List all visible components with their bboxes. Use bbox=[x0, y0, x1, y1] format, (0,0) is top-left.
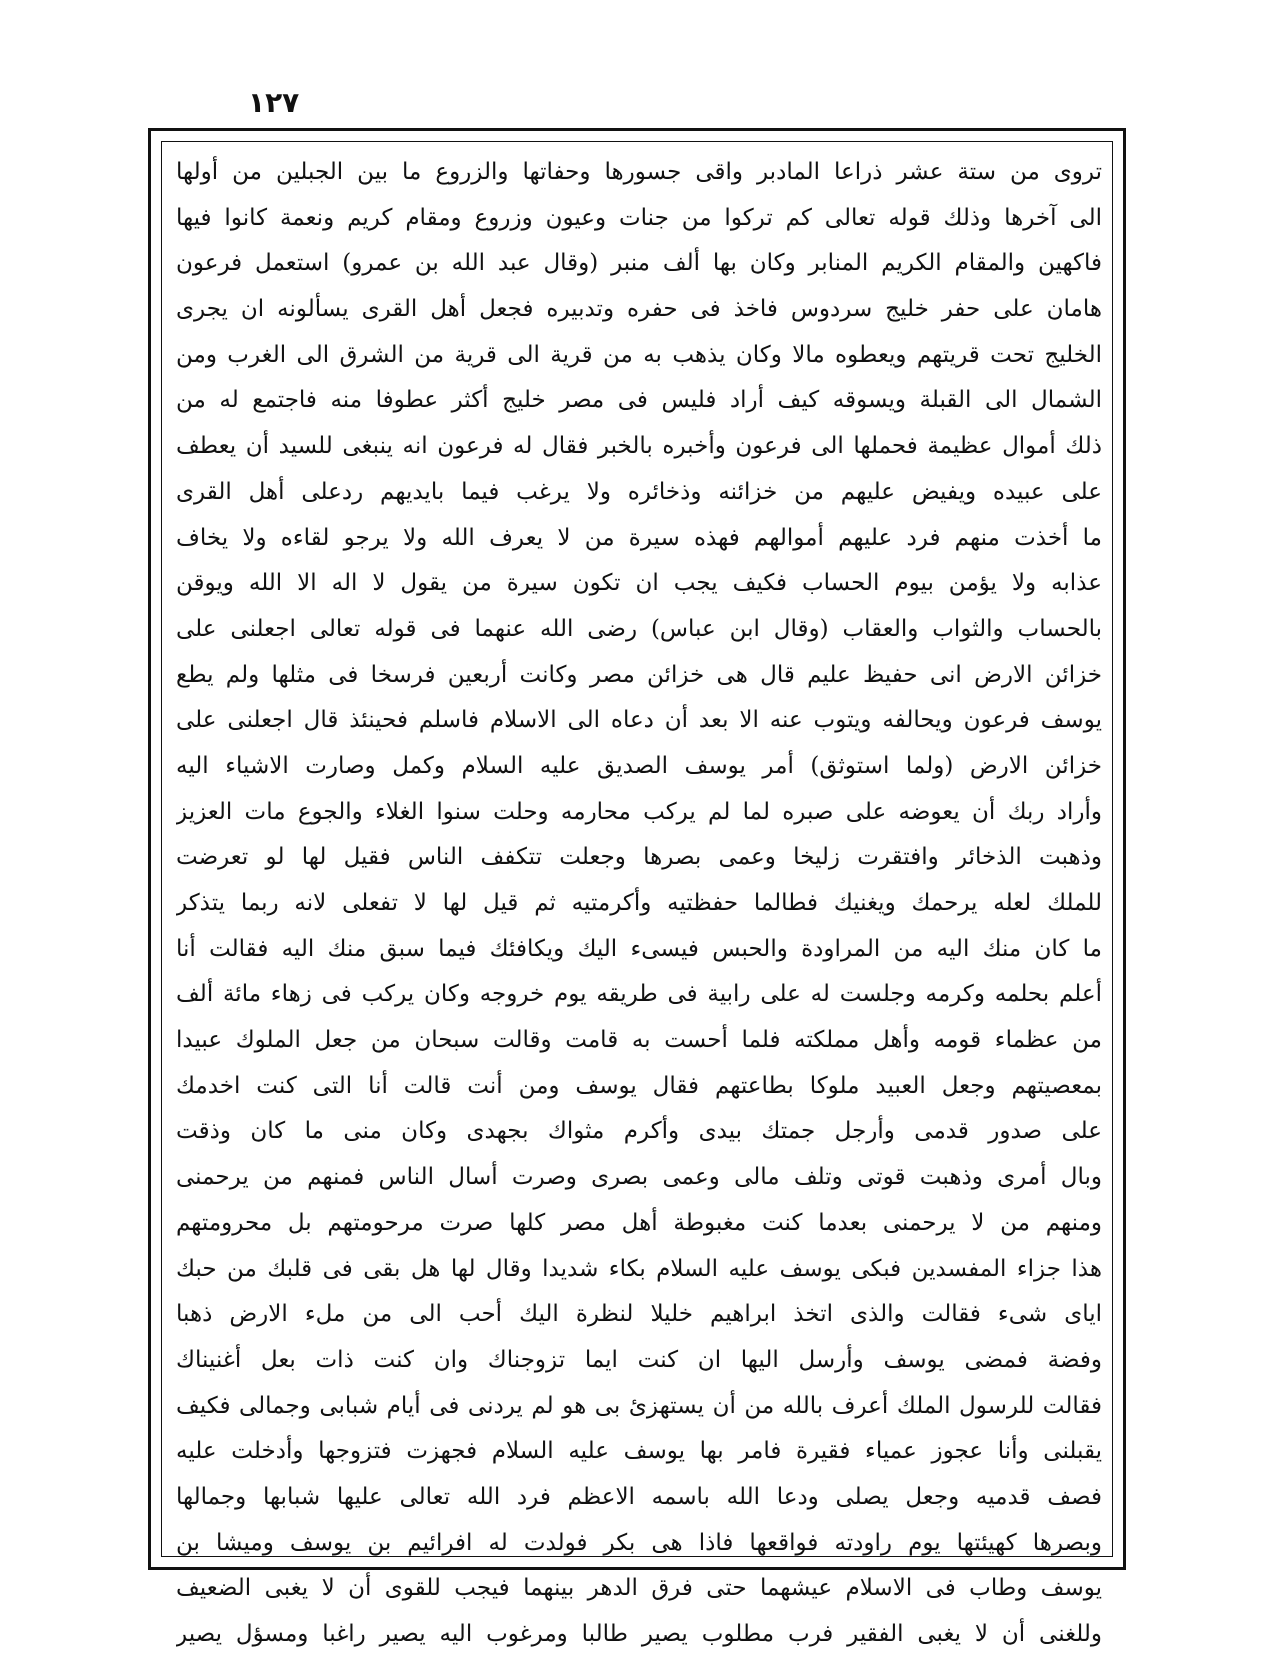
text-line: تروى من ستة عشر ذراعا المادبر واقى جسورها وحفاتها والزروع ما بين الجبلين من أولها bbox=[176, 159, 1102, 185]
page-number: ١٢٧ bbox=[248, 86, 300, 119]
text-line: هامان على حفر خليج سردوس فاخذ فى حفره وتدبيره فجعل أهل القرى يسألونه ان يجرى bbox=[176, 296, 1102, 323]
text-line: الخليج تحت قريتهم ويعطوه مالا وكان يذهب به من قرية الى قرية من الشرق الى الغرب ومن bbox=[176, 341, 1102, 368]
text-line: بمعصيتهم وجعل العبيد ملوكا بطاعتهم فقال يوسف ومن أنت قالت أنا التى كنت اخدمك bbox=[176, 1072, 1102, 1099]
text-line: ما أخذت منهم فرد عليهم أموالهم فهذه سيرة من لا يعرف الله ولا يرجو لقاءه ولا يخاف bbox=[176, 524, 1102, 551]
text-line: وفضة فمضى يوسف وأرسل اليها ان كنت ايما تزوجناك وان كنت ذات بعل أغنيناك bbox=[176, 1346, 1102, 1373]
text-line: خزائن الارض انى حفيظ عليم قال هى خزائن مصر وكانت أربعين فرسخا فى مثلها ولم يطع bbox=[176, 661, 1102, 688]
text-line: الى آخرها وذلك قوله تعالى كم تركوا من جنات وعيون وزروع ومقام كريم ونعمة كانوا فيها bbox=[176, 204, 1102, 231]
text-line: وبال أمرى وذهبت قوتى وتلف مالى وعمى بصرى وصرت أسال الناس فمنهم من يرحمنى bbox=[176, 1164, 1102, 1191]
text-line: ذلك أموال عظيمة فحملها الى فرعون وأخبره بالخبر فقال له فرعون انه ينبغى للسيد أن يعطف bbox=[176, 433, 1102, 460]
text-line: خزائن الارض (ولما استوثق) أمر يوسف الصديق عليه السلام وكمل وصارت الاشياء اليه bbox=[176, 752, 1102, 779]
text-line: فقالت للرسول الملك أعرف بالله من أن يستهزئ بى هو لم يردنى فى أيام شبابى وجمالى فكيف bbox=[176, 1392, 1102, 1419]
text-line: الشمال الى القبلة ويسوقه كيف أراد فليس فى مصر خليج أكثر عطوفا منه فاجتمع له من bbox=[176, 387, 1102, 414]
text-line: فصف قدميه وجعل يصلى ودعا الله باسمه الاعظم فرد الله تعالى عليها شبابها وجمالها bbox=[176, 1483, 1102, 1510]
text-line: وأراد ربك أن يعوضه على صبره لما لم يركب محارمه وحلت سنوا الغلاء والجوع مات العزيز bbox=[176, 798, 1102, 825]
text-line: عذابه ولا يؤمن بيوم الحساب فكيف يجب ان تكون سيرة من يقول لا اله الا الله ويوقن bbox=[176, 570, 1102, 597]
text-line: اياى شىء فقالت والذى اتخذ ابراهيم خليلا لنظرة اليك أحب الى من ملء الارض ذهبا bbox=[176, 1301, 1102, 1328]
text-line: ما كان منك اليه من المراودة والحبس فيسىء اليك ويكافئك فيما سبق منك اليه فقالت أنا bbox=[176, 935, 1102, 962]
text-line: على عبيده ويفيض عليهم من خزائنه وذخائره ولا يرغب فيما بايديهم ردعلى أهل القرى bbox=[176, 478, 1102, 505]
text-line: يوسف فرعون ويحالفه ويتوب عنه الا بعد أن دعاه الى الاسلام فاسلم فحينئذ قال اجعلنى على bbox=[176, 707, 1102, 734]
text-line: يوسف وطاب فى الاسلام عيشهما حتى فرق الدهر بينهما فيجب للقوى أن لا يغبى الضعيف bbox=[176, 1575, 1102, 1602]
text-line: وللغنى أن لا يغبى الفقير فرب مطلوب يصير طالبا ومرغوب اليه يصير راغبا ومسؤل يصير bbox=[176, 1621, 1102, 1647]
text-line: للملك لعله يرحمك ويغنيك فطالما حفظتيه وأكرمتيه ثم قيل لها لا تفعلى لانه ربما يتذكر bbox=[176, 890, 1102, 916]
text-line: ومنهم من لا يرحمنى بعدما كنت مغبوطة أهل مصر كلها صرت مرحومتهم بل محرومتهم bbox=[176, 1209, 1102, 1236]
text-line: من عظماء قومه وأهل مملكته فلما أحست به قامت وقالت سبحان من جعل الملوك عبيدا bbox=[176, 1027, 1102, 1054]
text-line: وبصرها كهيئتها يوم راودته فواقعها فاذا هى بكر فولدت له افرائيم بن يوسف وميشا بن bbox=[176, 1529, 1102, 1556]
text-line: أعلم بحلمه وكرمه وجلست له على رابية فى طريقه يوم خروجه وكان يركب فى زهاء مائة ألف bbox=[176, 981, 1102, 1008]
text-line: وذهبت الذخائر وافتقرت زليخا وعمى بصرها وجعلت تتكفف الناس فقيل لها لو تعرضت bbox=[176, 844, 1102, 871]
text-line: بالحساب والثواب والعقاب (وقال ابن عباس) رضى الله عنهما فى قوله تعالى اجعلنى على bbox=[176, 615, 1102, 642]
text-line: فاكهين والمقام الكريم المنابر وكان بها ألف منبر (وقال عبد الله بن عمرو) استعمل فرعون bbox=[176, 250, 1102, 277]
text-line: يقبلنى وأنا عجوز عمياء فقيرة فامر بها يوسف عليه السلام فجهزت فتزوجها وأدخلت عليه bbox=[176, 1438, 1102, 1465]
body-text bbox=[176, 150, 1102, 1658]
text-line: هذا جزاء المفسدين فبكى يوسف عليه السلام بكاء شديدا وقال لها هل بقى فى قلبك من حبك bbox=[176, 1255, 1102, 1282]
text-line: على صدور قدمى وأرجل جمتك بيدى وأكرم مثواك بجهدى وكان منى ما كان وذقت bbox=[176, 1118, 1102, 1145]
